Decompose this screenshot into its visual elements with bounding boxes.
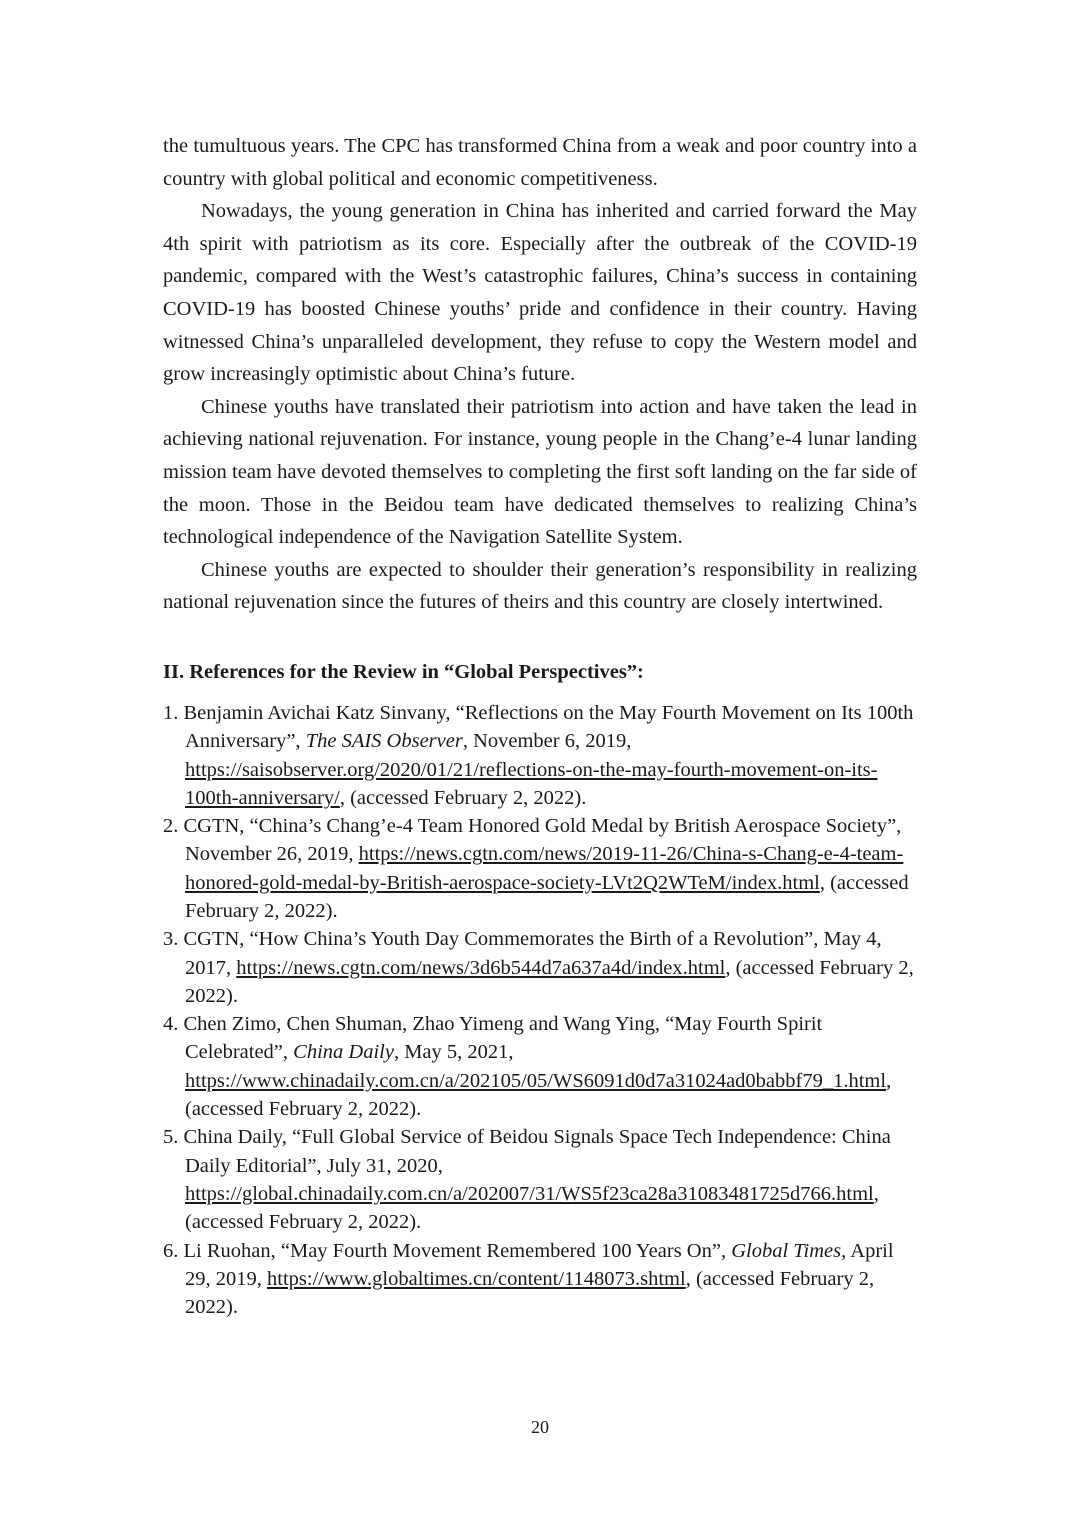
reference-accessed: , (accessed February 2, 2022). — [185, 871, 909, 922]
reference-text: CGTN, “How China’s Youth Day Commemorates the Birth of a Revolution”, May 4, 2017, — [183, 928, 882, 979]
reference-item-5 — [163, 1123, 917, 1236]
reference-item-3 — [163, 925, 917, 1010]
reference-number: 2. — [163, 815, 179, 838]
reference-item-4 — [163, 1010, 917, 1123]
reference-item-2 — [163, 812, 917, 925]
body-paragraph-1: the tumultuous years. The CPC has transformed China from a weak and poor country into a country with global political and economic competitiveness. — [163, 135, 917, 190]
reference-source-italic: The SAIS Observer — [305, 730, 463, 753]
body-paragraph-3: Chinese youths have translated their patriotism into action and have taken the lead in achieving national rejuvenation. For instance, young people in the Chang’e-4 lunar landing mission team have devoted themselves to completing the first soft landing on the far side of the moon. Those in the Beidou team have dedicated themselves to realizing China’s technological independence of the Navigation Satellite System. — [163, 395, 917, 549]
reference-accessed: , (accessed February 2, 2022). — [185, 1267, 875, 1319]
reference-text: CGTN, “China’s Chang’e-4 Team Honored Gold Medal by British Aerospace Society”, November 26, 2019, — [183, 815, 902, 866]
reference-text: Li Ruohan, “May Fourth Movement Remembered 100 Years On”, — [183, 1239, 732, 1262]
reference-accessed: , (accessed February 2, 2022). — [185, 956, 914, 1007]
body-paragraph-2: Nowadays, the young generation in China has inherited and carried forward the May 4th spirit with patriotism as its core. Especially after the outbreak of the COVID-19 pandemic, compared with the West’s catastrophic failures, China’s success in containing COVID-19 has boosted Chinese youths’ pride and confidence in their country. Having witnessed China’s unparalleled development, they refuse to copy the Western model and grow increasingly optimistic about China’s future. — [163, 200, 917, 386]
reference-item-1 — [163, 699, 917, 812]
reference-date: , April 29, 2019, — [185, 1239, 894, 1290]
reference-number: 5. — [163, 1126, 179, 1149]
page-number: 20 — [531, 1417, 549, 1437]
references-heading: II. References for the Review in “Global Perspectives”: — [163, 660, 644, 683]
reference-source-italic: Global Times — [731, 1239, 842, 1262]
document-page — [163, 130, 917, 1321]
reference-source-italic: China Daily — [293, 1041, 394, 1064]
reference-text: Benjamin Avichai Katz Sinvany, “Reflections on the May Fourth Movement on Its 100th Anniversary”, — [183, 701, 914, 753]
reference-text: Chen Zimo, Chen Shuman, Zhao Yimeng and Wang Ying, “May Fourth Spirit Celebrated”, — [183, 1013, 823, 1064]
reference-accessed: , (accessed February 2, 2022). — [185, 1069, 892, 1121]
reference-number: 6. — [163, 1239, 179, 1262]
reference-link[interactable]: https://www.chinadaily.com.cn/a/202105/05/WS6091d0d7a31024ad0babbf79_1.html — [185, 1069, 887, 1092]
reference-list — [163, 699, 917, 1322]
reference-number: 1. — [163, 701, 179, 724]
body-paragraph-4: Chinese youths are expected to shoulder their generation’s responsibility in realizing national rejuvenation since the futures of theirs and this country are closely intertwined. — [163, 558, 917, 614]
reference-link[interactable]: https://news.cgtn.com/news/3d6b544d7a637a4d/index.html — [236, 956, 726, 979]
reference-date: , November 6, 2019, — [462, 730, 632, 753]
reference-link[interactable]: https://global.chinadaily.com.cn/a/202007/31/WS5f23ca28a31083481725d766.html — [185, 1182, 874, 1205]
reference-accessed: , (accessed February 2, 2022). — [185, 1182, 879, 1234]
reference-item-6 — [163, 1237, 917, 1322]
reference-number: 4. — [163, 1013, 179, 1036]
reference-link[interactable]: https://saisobserver.org/2020/01/21/reflections-on-the-may-fourth-movement-on-its-100th-anniversary/ — [185, 758, 878, 809]
reference-accessed: , (accessed February 2, 2022). — [339, 786, 587, 809]
reference-date: , May 5, 2021, — [393, 1041, 514, 1064]
reference-link[interactable]: https://news.cgtn.com/news/2019-11-26/China-s-Chang-e-4-team-honored-gold-medal-by-British-aerospace-society-LVt2Q2WTeM/index.html — [185, 843, 904, 894]
reference-link[interactable]: https://www.globaltimes.cn/content/1148073.shtml — [267, 1267, 686, 1290]
reference-number: 3. — [163, 928, 179, 951]
reference-text: China Daily, “Full Global Service of Beidou Signals Space Tech Independence: China Daily Editorial”, July 31, 2020, — [183, 1126, 891, 1177]
